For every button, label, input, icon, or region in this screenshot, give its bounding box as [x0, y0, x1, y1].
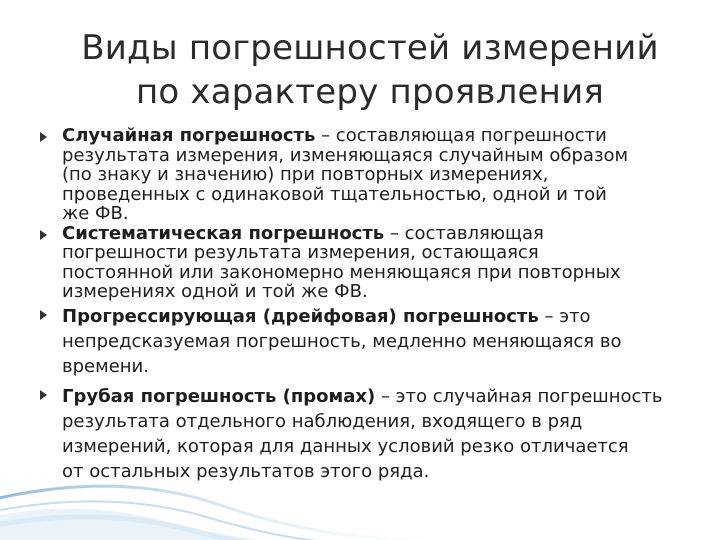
bullet-text: измерений, которая для данных условий резко отличается — [62, 435, 629, 457]
triangle-bullet-icon — [40, 230, 47, 240]
triangle-bullet-icon — [40, 310, 47, 320]
bullet-text: результата измерения, изменяющаяся случайным образом — [62, 144, 629, 166]
title-line-2: по характеру проявления — [135, 72, 605, 112]
triangle-bullet-icon — [40, 390, 47, 400]
bullet-text: измерениях одной и той же ФВ. — [62, 281, 368, 302]
bullet-first-line — [62, 126, 698, 146]
bullet-text: погрешности результата измерения, остающаяся — [62, 242, 539, 263]
list-item-random-error — [38, 126, 698, 224]
triangle-bullet-icon — [40, 132, 47, 142]
bullet-text: – составляющая погрешности — [315, 125, 607, 146]
term-random-error: Случайная погрешность — [62, 125, 316, 146]
term-systematic-error: Систематическая погрешность — [62, 222, 385, 244]
bullet-text: (по знаку и значению) при повторных измерениях, — [62, 164, 549, 185]
bullet-text: проведенных с одинаковой тщательностью, одной и той — [62, 183, 607, 205]
title-line-1: Виды погрешностей измерений — [81, 28, 659, 68]
bullet-first-line — [62, 304, 698, 329]
bottom-left-curves — [0, 486, 430, 540]
bullet-text: постоянной или закономерно меняющаяся при повторных — [62, 261, 621, 283]
bullet-text: – составляющая — [384, 222, 544, 244]
list-item-gross-error — [38, 384, 698, 484]
bullet-text: от остальных результатов этого ряда. — [62, 460, 430, 482]
bullet-text: – это случайная погрешность — [375, 385, 663, 407]
bullet-text: времени. — [62, 355, 149, 377]
list-item-systematic-error — [38, 224, 698, 302]
page-title — [40, 26, 700, 114]
term-drift-error: Прогрессирующая (дрейфовая) погрешность — [62, 305, 539, 327]
term-gross-error: Грубая погрешность (промах) — [62, 385, 376, 407]
bullet-text: непредсказуемая погрешность, медленно меняющаяся во — [62, 330, 622, 352]
list-item-drift-error — [38, 304, 698, 379]
bullet-first-line — [62, 384, 698, 409]
bullet-first-line — [62, 224, 698, 244]
bullet-text: же ФВ. — [62, 203, 129, 224]
bullet-list — [38, 126, 698, 484]
bullet-text: результата отдельного наблюдения, входящего в ряд — [62, 410, 583, 432]
bullet-text: – это — [538, 305, 591, 327]
